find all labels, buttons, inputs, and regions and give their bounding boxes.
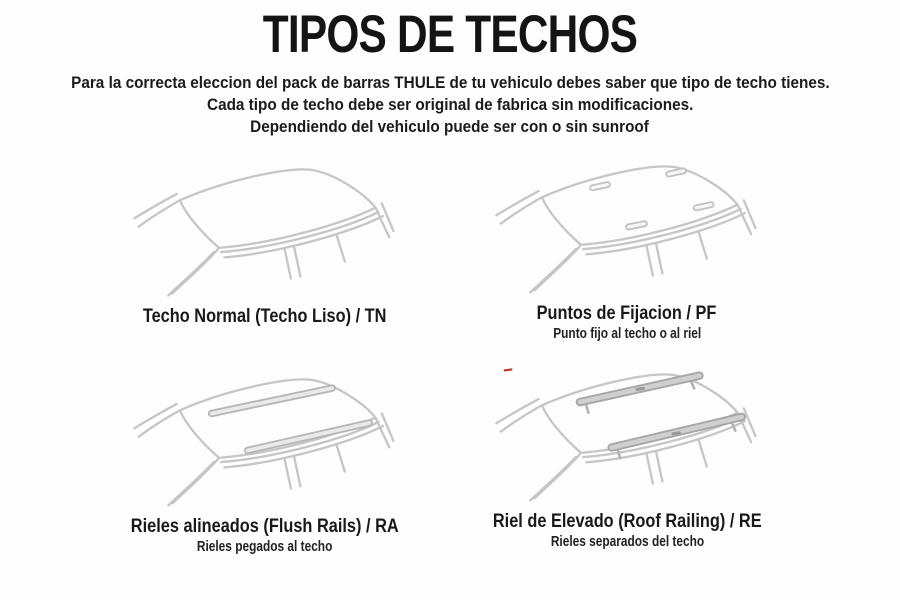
red-artifact-mark	[504, 369, 512, 370]
roof-type-cell-re	[462, 363, 792, 551]
roof-illustration-tn	[115, 158, 415, 306]
intro-line-2: Cada tipo de techo debe ser original de fabrica sin modificaciones.	[206, 95, 694, 114]
roof-illustration-re	[477, 363, 777, 511]
intro-paragraph	[0, 72, 900, 138]
roof-type-label-ra: Rieles alineados (Flush Rails) / RA	[131, 516, 399, 537]
roof-illustration-pf	[477, 155, 777, 303]
roof-type-label-pf: Puntos de Fijacion / PF	[537, 303, 717, 324]
roof-type-label-re: Riel de Elevado (Roof Railing) / RE	[492, 511, 762, 532]
roof-type-sublabel-re: Rieles separados del techo	[550, 534, 704, 550]
roof-type-sublabel-ra: Rieles pegados al techo	[197, 539, 333, 555]
roof-illustration-ra	[115, 368, 415, 516]
roof-type-label-tn: Techo Normal (Techo Liso) / TN	[143, 306, 387, 327]
intro-line-3: Dependiendo del vehiculo puede ser con o sin sunroof	[250, 117, 650, 136]
intro-line-1: Para la correcta eleccion del pack de barras THULE de tu vehiculo debes saber que tipo de techo tienes.	[70, 73, 830, 92]
roof-type-cell-pf	[462, 155, 792, 343]
roof-type-cell-tn	[100, 158, 430, 328]
roof-type-sublabel-pf: Punto fijo al techo o al riel	[553, 326, 701, 342]
roof-type-cell-ra	[100, 368, 430, 556]
page-title	[0, 6, 900, 64]
page-title-text: TIPOS DE TECHOS	[262, 5, 638, 64]
